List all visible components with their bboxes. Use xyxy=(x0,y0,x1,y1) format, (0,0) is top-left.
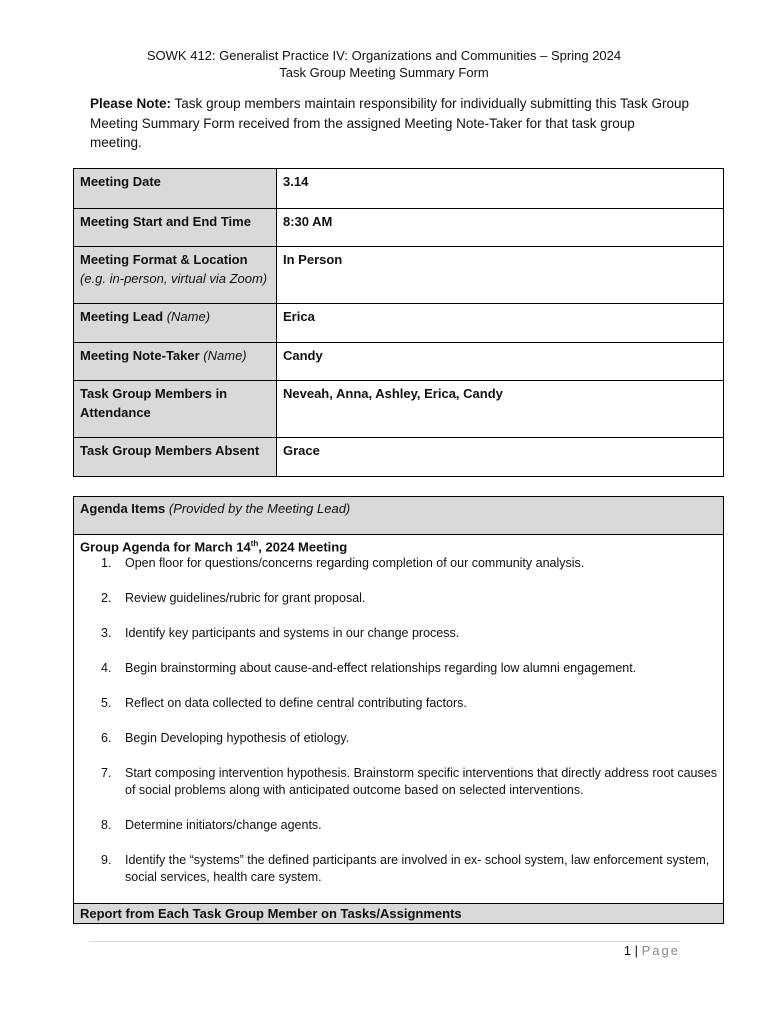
page-separator: | xyxy=(631,943,642,958)
table-row xyxy=(74,438,724,477)
agenda-section xyxy=(73,496,724,924)
item-text: Identify the “systems” the defined participants are involved in ex- school system, law enforcement system, social services, health care system. xyxy=(125,853,710,885)
agenda-title-sup: th xyxy=(250,539,259,548)
note-paragraph xyxy=(90,94,690,153)
agenda-title xyxy=(74,535,723,555)
meeting-time-value: 8:30 AM xyxy=(277,209,724,247)
item-text: Identify key participants and systems in our change process. xyxy=(125,626,460,641)
meeting-lead-value: Erica xyxy=(277,304,724,343)
agenda-title-text: Group Agenda for March 14 xyxy=(80,539,251,555)
item-number: 1. xyxy=(101,556,112,571)
table-row xyxy=(74,247,724,304)
item-number: 6. xyxy=(101,731,112,746)
meeting-time-label: Meeting Start and End Time xyxy=(74,209,277,247)
page-label: Page xyxy=(641,943,680,958)
item-text: Start composing intervention hypothesis. Brainstorm specific interventions that directly address root causes of social problems along with anticipated outcome based on selected interventions. xyxy=(125,766,717,798)
note-label: Please Note: xyxy=(90,96,172,111)
report-header: Report from Each Task Group Member on Tasks/Assignments xyxy=(74,903,723,923)
list-item xyxy=(101,660,723,677)
meeting-format-hint: (e.g. in-person, virtual via Zoom) xyxy=(80,271,268,286)
meeting-format-label-text: Meeting Format & Location xyxy=(80,252,248,267)
item-number: 5. xyxy=(101,696,112,711)
members-attendance-value: Neveah, Anna, Ashley, Erica, Candy xyxy=(277,381,724,438)
footer-divider xyxy=(90,941,680,942)
members-absent-value: Grace xyxy=(277,438,724,477)
document-header xyxy=(0,47,768,81)
list-item xyxy=(101,765,723,799)
list-item xyxy=(101,590,723,607)
item-number: 4. xyxy=(101,661,112,676)
list-item xyxy=(101,555,723,572)
form-title: Task Group Meeting Summary Form xyxy=(279,65,489,80)
table-row xyxy=(74,209,724,247)
item-text: Determine initiators/change agents. xyxy=(125,818,322,833)
item-number: 8. xyxy=(101,818,112,833)
item-text: Open floor for questions/concerns regarding completion of our community analysis. xyxy=(125,556,585,571)
agenda-header xyxy=(74,497,723,535)
table-row xyxy=(74,381,724,438)
meeting-lead-label xyxy=(74,304,277,343)
note-taker-label xyxy=(74,343,277,381)
item-text: Reflect on data collected to define central contributing factors. xyxy=(125,696,467,711)
agenda-title-suffix: , 2024 Meeting xyxy=(258,539,348,555)
meeting-format-label xyxy=(74,247,277,304)
meeting-lead-hint: (Name) xyxy=(166,309,211,324)
page-number: 1 xyxy=(623,943,632,958)
item-number: 9. xyxy=(101,853,112,868)
meeting-format-value: In Person xyxy=(277,247,724,304)
note-text: Task group members maintain responsibility for individually submitting this Task Group Meeting Summary Form received from the assigned Meeting Note-Taker for that task group meeting. xyxy=(90,96,690,150)
meeting-date-value: 3.14 xyxy=(277,169,724,209)
members-attendance-label: Task Group Members in Attendance xyxy=(74,381,277,438)
meeting-info-table xyxy=(73,168,724,477)
table-row xyxy=(74,343,724,381)
note-taker-hint: (Name) xyxy=(203,348,247,363)
meeting-lead-label-text: Meeting Lead xyxy=(80,309,164,324)
agenda-heading: Agenda Items xyxy=(80,501,166,516)
item-number: 2. xyxy=(101,591,112,606)
agenda-list xyxy=(74,555,723,886)
note-taker-label-text: Meeting Note-Taker xyxy=(80,348,200,363)
table-row xyxy=(74,304,724,343)
members-absent-label: Task Group Members Absent xyxy=(74,438,277,477)
meeting-date-label: Meeting Date xyxy=(74,169,277,209)
item-text: Begin Developing hypothesis of etiology. xyxy=(125,731,350,746)
page-footer xyxy=(560,943,680,958)
item-text: Begin brainstorming about cause-and-effect relationships regarding low alumni engagement. xyxy=(125,661,637,676)
agenda-heading-hint: (Provided by the Meeting Lead) xyxy=(168,501,351,516)
list-item xyxy=(101,625,723,642)
list-item xyxy=(101,695,723,712)
note-taker-value: Candy xyxy=(277,343,724,381)
course-title: SOWK 412: Generalist Practice IV: Organizations and Communities – Spring 2024 xyxy=(146,48,622,63)
item-number: 7. xyxy=(101,766,112,781)
list-item xyxy=(101,817,723,834)
item-number: 3. xyxy=(101,626,112,641)
list-item xyxy=(101,852,723,886)
item-text: Review guidelines/rubric for grant proposal. xyxy=(125,591,366,606)
list-item xyxy=(101,730,723,747)
table-row xyxy=(74,169,724,209)
